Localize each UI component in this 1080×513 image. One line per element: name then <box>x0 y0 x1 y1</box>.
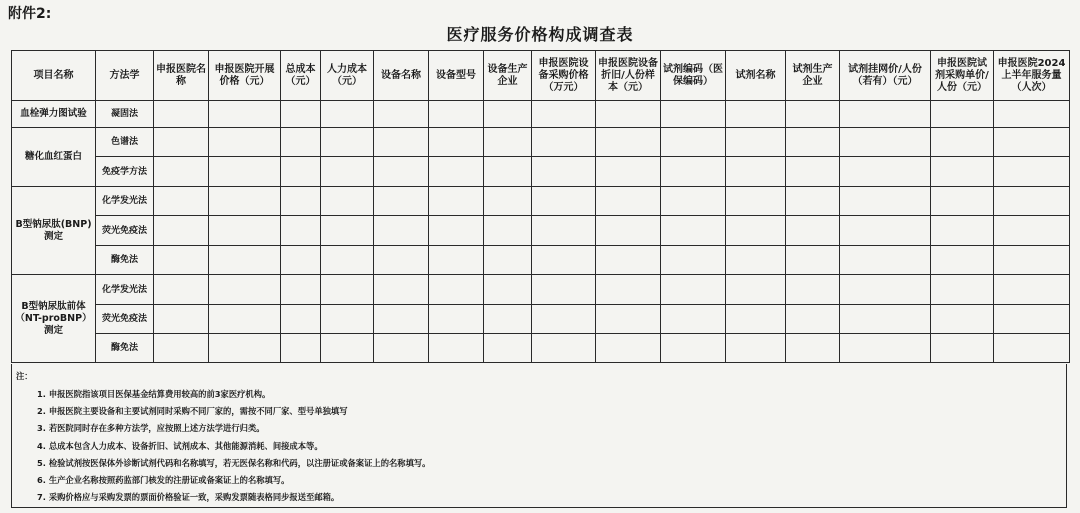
method-cell: 荧光免疫法 <box>96 305 154 334</box>
empty-input-cell[interactable] <box>321 305 374 334</box>
empty-input-cell[interactable] <box>726 157 786 187</box>
empty-input-cell[interactable] <box>209 187 281 216</box>
empty-input-cell[interactable] <box>154 246 209 275</box>
table-row <box>12 157 1070 187</box>
empty-input-cell[interactable] <box>596 334 661 363</box>
col-header-reagent-listed-price: 试剂挂网价/人份（若有）（元） <box>840 51 931 101</box>
empty-input-cell[interactable] <box>726 187 786 216</box>
empty-input-cell[interactable] <box>321 128 374 157</box>
method-cell: 酶免法 <box>96 246 154 275</box>
note-item: 3. 若医院同时存在多种方法学，应按照上述方法学进行归类。 <box>37 423 265 434</box>
empty-input-cell[interactable] <box>484 157 532 187</box>
empty-input-cell[interactable] <box>931 305 994 334</box>
method-cell: 凝固法 <box>96 101 154 128</box>
empty-input-cell[interactable] <box>786 305 840 334</box>
col-header-reagent-maker: 试剂生产企业 <box>786 51 840 101</box>
table-row <box>12 334 1070 363</box>
empty-input-cell[interactable] <box>596 216 661 246</box>
empty-input-cell[interactable] <box>281 305 321 334</box>
empty-input-cell[interactable] <box>596 128 661 157</box>
empty-input-cell[interactable] <box>281 334 321 363</box>
empty-input-cell[interactable] <box>786 246 840 275</box>
empty-input-cell[interactable] <box>786 101 840 128</box>
empty-input-cell[interactable] <box>661 157 726 187</box>
header-row <box>12 51 1070 101</box>
empty-input-cell[interactable] <box>840 305 931 334</box>
empty-input-cell[interactable] <box>429 275 484 305</box>
empty-input-cell[interactable] <box>321 101 374 128</box>
empty-input-cell[interactable] <box>661 101 726 128</box>
note-item: 1. 申报医院指该项目医保基金结算费用较高的前3家医疗机构。 <box>37 389 271 399</box>
col-header-equipment-model: 设备型号 <box>429 51 484 101</box>
empty-input-cell[interactable] <box>154 187 209 216</box>
empty-input-cell[interactable] <box>726 275 786 305</box>
empty-input-cell[interactable] <box>532 305 596 334</box>
table-row <box>12 187 1070 216</box>
empty-input-cell[interactable] <box>321 334 374 363</box>
empty-input-cell[interactable] <box>484 275 532 305</box>
empty-input-cell[interactable] <box>931 101 994 128</box>
empty-input-cell[interactable] <box>786 157 840 187</box>
col-header-labor-cost: 人力成本（元） <box>321 51 374 101</box>
empty-input-cell[interactable] <box>374 246 429 275</box>
empty-input-cell[interactable] <box>154 275 209 305</box>
empty-input-cell[interactable] <box>374 128 429 157</box>
empty-input-cell[interactable] <box>726 216 786 246</box>
empty-input-cell[interactable] <box>726 334 786 363</box>
empty-input-cell[interactable] <box>596 101 661 128</box>
empty-input-cell[interactable] <box>994 216 1070 246</box>
empty-input-cell[interactable] <box>429 101 484 128</box>
empty-input-cell[interactable] <box>726 305 786 334</box>
table-row <box>12 216 1070 246</box>
col-header-hospital-price: 申报医院开展价格（元） <box>209 51 281 101</box>
empty-input-cell[interactable] <box>484 101 532 128</box>
note-item: 6. 生产企业名称按照药监部门核发的注册证或备案证上的名称填写。 <box>37 474 290 485</box>
empty-input-cell[interactable] <box>281 157 321 187</box>
method-cell: 色谱法 <box>96 128 154 157</box>
empty-input-cell[interactable] <box>661 187 726 216</box>
empty-input-cell[interactable] <box>321 187 374 216</box>
empty-input-cell[interactable] <box>281 216 321 246</box>
col-header-reagent-code: 试剂编码（医保编码） <box>661 51 726 101</box>
empty-input-cell[interactable] <box>532 275 596 305</box>
attachment-label: 附件2: <box>8 6 52 22</box>
empty-input-cell[interactable] <box>840 246 931 275</box>
empty-input-cell[interactable] <box>374 275 429 305</box>
empty-input-cell[interactable] <box>596 275 661 305</box>
empty-input-cell[interactable] <box>209 128 281 157</box>
empty-input-cell[interactable] <box>374 157 429 187</box>
empty-input-cell[interactable] <box>840 157 931 187</box>
empty-input-cell[interactable] <box>931 128 994 157</box>
col-header-equipment-name: 设备名称 <box>374 51 429 101</box>
table-row <box>12 101 1070 128</box>
empty-input-cell[interactable] <box>726 128 786 157</box>
empty-input-cell[interactable] <box>429 334 484 363</box>
empty-input-cell[interactable] <box>786 216 840 246</box>
col-header-equipment-maker: 设备生产企业 <box>484 51 532 101</box>
empty-input-cell[interactable] <box>786 275 840 305</box>
empty-input-cell[interactable] <box>484 128 532 157</box>
survey-table <box>11 50 1070 363</box>
empty-input-cell[interactable] <box>840 334 931 363</box>
notes-list <box>37 386 430 506</box>
empty-input-cell[interactable] <box>209 305 281 334</box>
empty-input-cell[interactable] <box>786 334 840 363</box>
empty-input-cell[interactable] <box>321 246 374 275</box>
empty-input-cell[interactable] <box>994 157 1070 187</box>
empty-input-cell[interactable] <box>596 246 661 275</box>
project-name-cell: 糖化血红蛋白 <box>12 128 96 187</box>
empty-input-cell[interactable] <box>374 187 429 216</box>
empty-input-cell[interactable] <box>596 157 661 187</box>
table-row <box>12 128 1070 157</box>
empty-input-cell[interactable] <box>661 128 726 157</box>
table-row <box>12 246 1070 275</box>
col-header-method: 方法学 <box>96 51 154 101</box>
notes-label: 注： <box>16 371 33 381</box>
empty-input-cell[interactable] <box>994 275 1070 305</box>
empty-input-cell[interactable] <box>931 334 994 363</box>
empty-input-cell[interactable] <box>532 101 596 128</box>
col-header-total-cost: 总成本（元） <box>281 51 321 101</box>
empty-input-cell[interactable] <box>840 187 931 216</box>
empty-input-cell[interactable] <box>281 101 321 128</box>
note-item: 7. 采购价格应与采购发票的票面价格验证一致，采购发票随表格同步报送至邮箱。 <box>37 492 340 503</box>
col-header-hospital-name: 申报医院名称 <box>154 51 209 101</box>
empty-input-cell[interactable] <box>726 101 786 128</box>
empty-input-cell[interactable] <box>154 216 209 246</box>
empty-input-cell[interactable] <box>532 128 596 157</box>
empty-input-cell[interactable] <box>786 187 840 216</box>
empty-input-cell[interactable] <box>484 305 532 334</box>
empty-input-cell[interactable] <box>154 128 209 157</box>
empty-input-cell[interactable] <box>154 101 209 128</box>
empty-input-cell[interactable] <box>994 101 1070 128</box>
empty-input-cell[interactable] <box>321 275 374 305</box>
note-item: 2. 申报医院主要设备和主要试剂同时采购不同厂家的，需按不同厂家、型号单独填写 <box>37 406 348 417</box>
empty-input-cell[interactable] <box>786 128 840 157</box>
empty-input-cell[interactable] <box>374 101 429 128</box>
empty-input-cell[interactable] <box>209 275 281 305</box>
empty-input-cell[interactable] <box>840 216 931 246</box>
col-header-equipment-purchase-price: 申报医院设备采购价格（万元） <box>532 51 596 101</box>
empty-input-cell[interactable] <box>154 157 209 187</box>
empty-input-cell[interactable] <box>532 246 596 275</box>
empty-input-cell[interactable] <box>209 216 281 246</box>
empty-input-cell[interactable] <box>931 246 994 275</box>
col-header-project-name: 项目名称 <box>12 51 96 101</box>
empty-input-cell[interactable] <box>532 157 596 187</box>
empty-input-cell[interactable] <box>209 101 281 128</box>
empty-input-cell[interactable] <box>931 275 994 305</box>
notes-section <box>11 364 1067 508</box>
note-item: 5. 检验试剂按医保体外诊断试剂代码和名称填写，若无医保名称和代码，以注册证或备案证上的名称填写。 <box>37 457 431 468</box>
project-name-cell: B型钠尿肽前体（NT-proBNP）测定 <box>12 275 96 363</box>
empty-input-cell[interactable] <box>532 216 596 246</box>
empty-input-cell[interactable] <box>726 246 786 275</box>
table-row <box>12 275 1070 305</box>
col-header-equipment-depreciation: 申报医院设备折旧/人份样本（元） <box>596 51 661 101</box>
empty-input-cell[interactable] <box>321 216 374 246</box>
empty-input-cell[interactable] <box>931 187 994 216</box>
empty-input-cell[interactable] <box>661 216 726 246</box>
empty-input-cell[interactable] <box>596 305 661 334</box>
col-header-reagent-name: 试剂名称 <box>726 51 786 101</box>
col-header-service-volume: 申报医院2024上半年服务量（人次） <box>994 51 1070 101</box>
empty-input-cell[interactable] <box>281 246 321 275</box>
method-cell: 化学发光法 <box>96 187 154 216</box>
empty-input-cell[interactable] <box>994 246 1070 275</box>
page-title: 医疗服务价格构成调查表 <box>446 25 634 44</box>
empty-input-cell[interactable] <box>429 187 484 216</box>
empty-input-cell[interactable] <box>661 334 726 363</box>
empty-input-cell[interactable] <box>532 334 596 363</box>
empty-input-cell[interactable] <box>661 275 726 305</box>
empty-input-cell[interactable] <box>994 128 1070 157</box>
empty-input-cell[interactable] <box>484 216 532 246</box>
empty-input-cell[interactable] <box>374 216 429 246</box>
empty-input-cell[interactable] <box>154 334 209 363</box>
project-name-cell: 血栓弹力图试验 <box>12 101 96 128</box>
empty-input-cell[interactable] <box>994 334 1070 363</box>
col-header-reagent-purchase-price: 申报医院试剂采购单价/人份（元） <box>931 51 994 101</box>
empty-input-cell[interactable] <box>994 305 1070 334</box>
empty-input-cell[interactable] <box>281 187 321 216</box>
empty-input-cell[interactable] <box>994 187 1070 216</box>
empty-input-cell[interactable] <box>484 246 532 275</box>
empty-input-cell[interactable] <box>374 334 429 363</box>
empty-input-cell[interactable] <box>532 187 596 216</box>
method-cell: 酶免法 <box>96 334 154 363</box>
empty-input-cell[interactable] <box>209 246 281 275</box>
method-cell: 免疫学方法 <box>96 157 154 187</box>
empty-input-cell[interactable] <box>840 128 931 157</box>
project-name-cell: B型钠尿肽(BNP)测定 <box>12 187 96 275</box>
empty-input-cell[interactable] <box>840 101 931 128</box>
empty-input-cell[interactable] <box>484 187 532 216</box>
method-cell: 荧光免疫法 <box>96 216 154 246</box>
empty-input-cell[interactable] <box>429 216 484 246</box>
empty-input-cell[interactable] <box>661 246 726 275</box>
empty-input-cell[interactable] <box>661 305 726 334</box>
empty-input-cell[interactable] <box>209 334 281 363</box>
table-row <box>12 305 1070 334</box>
empty-input-cell[interactable] <box>281 128 321 157</box>
empty-input-cell[interactable] <box>374 305 429 334</box>
empty-input-cell[interactable] <box>281 275 321 305</box>
empty-input-cell[interactable] <box>154 305 209 334</box>
empty-input-cell[interactable] <box>209 157 281 187</box>
empty-input-cell[interactable] <box>484 334 532 363</box>
empty-input-cell[interactable] <box>321 157 374 187</box>
note-item: 4. 总成本包含人力成本、设备折旧、试剂成本、其他能源消耗、间接成本等。 <box>37 440 323 451</box>
empty-input-cell[interactable] <box>429 246 484 275</box>
empty-input-cell[interactable] <box>429 157 484 187</box>
empty-input-cell[interactable] <box>931 216 994 246</box>
empty-input-cell[interactable] <box>840 275 931 305</box>
method-cell: 化学发光法 <box>96 275 154 305</box>
empty-input-cell[interactable] <box>429 305 484 334</box>
empty-input-cell[interactable] <box>596 187 661 216</box>
empty-input-cell[interactable] <box>931 157 994 187</box>
empty-input-cell[interactable] <box>429 128 484 157</box>
